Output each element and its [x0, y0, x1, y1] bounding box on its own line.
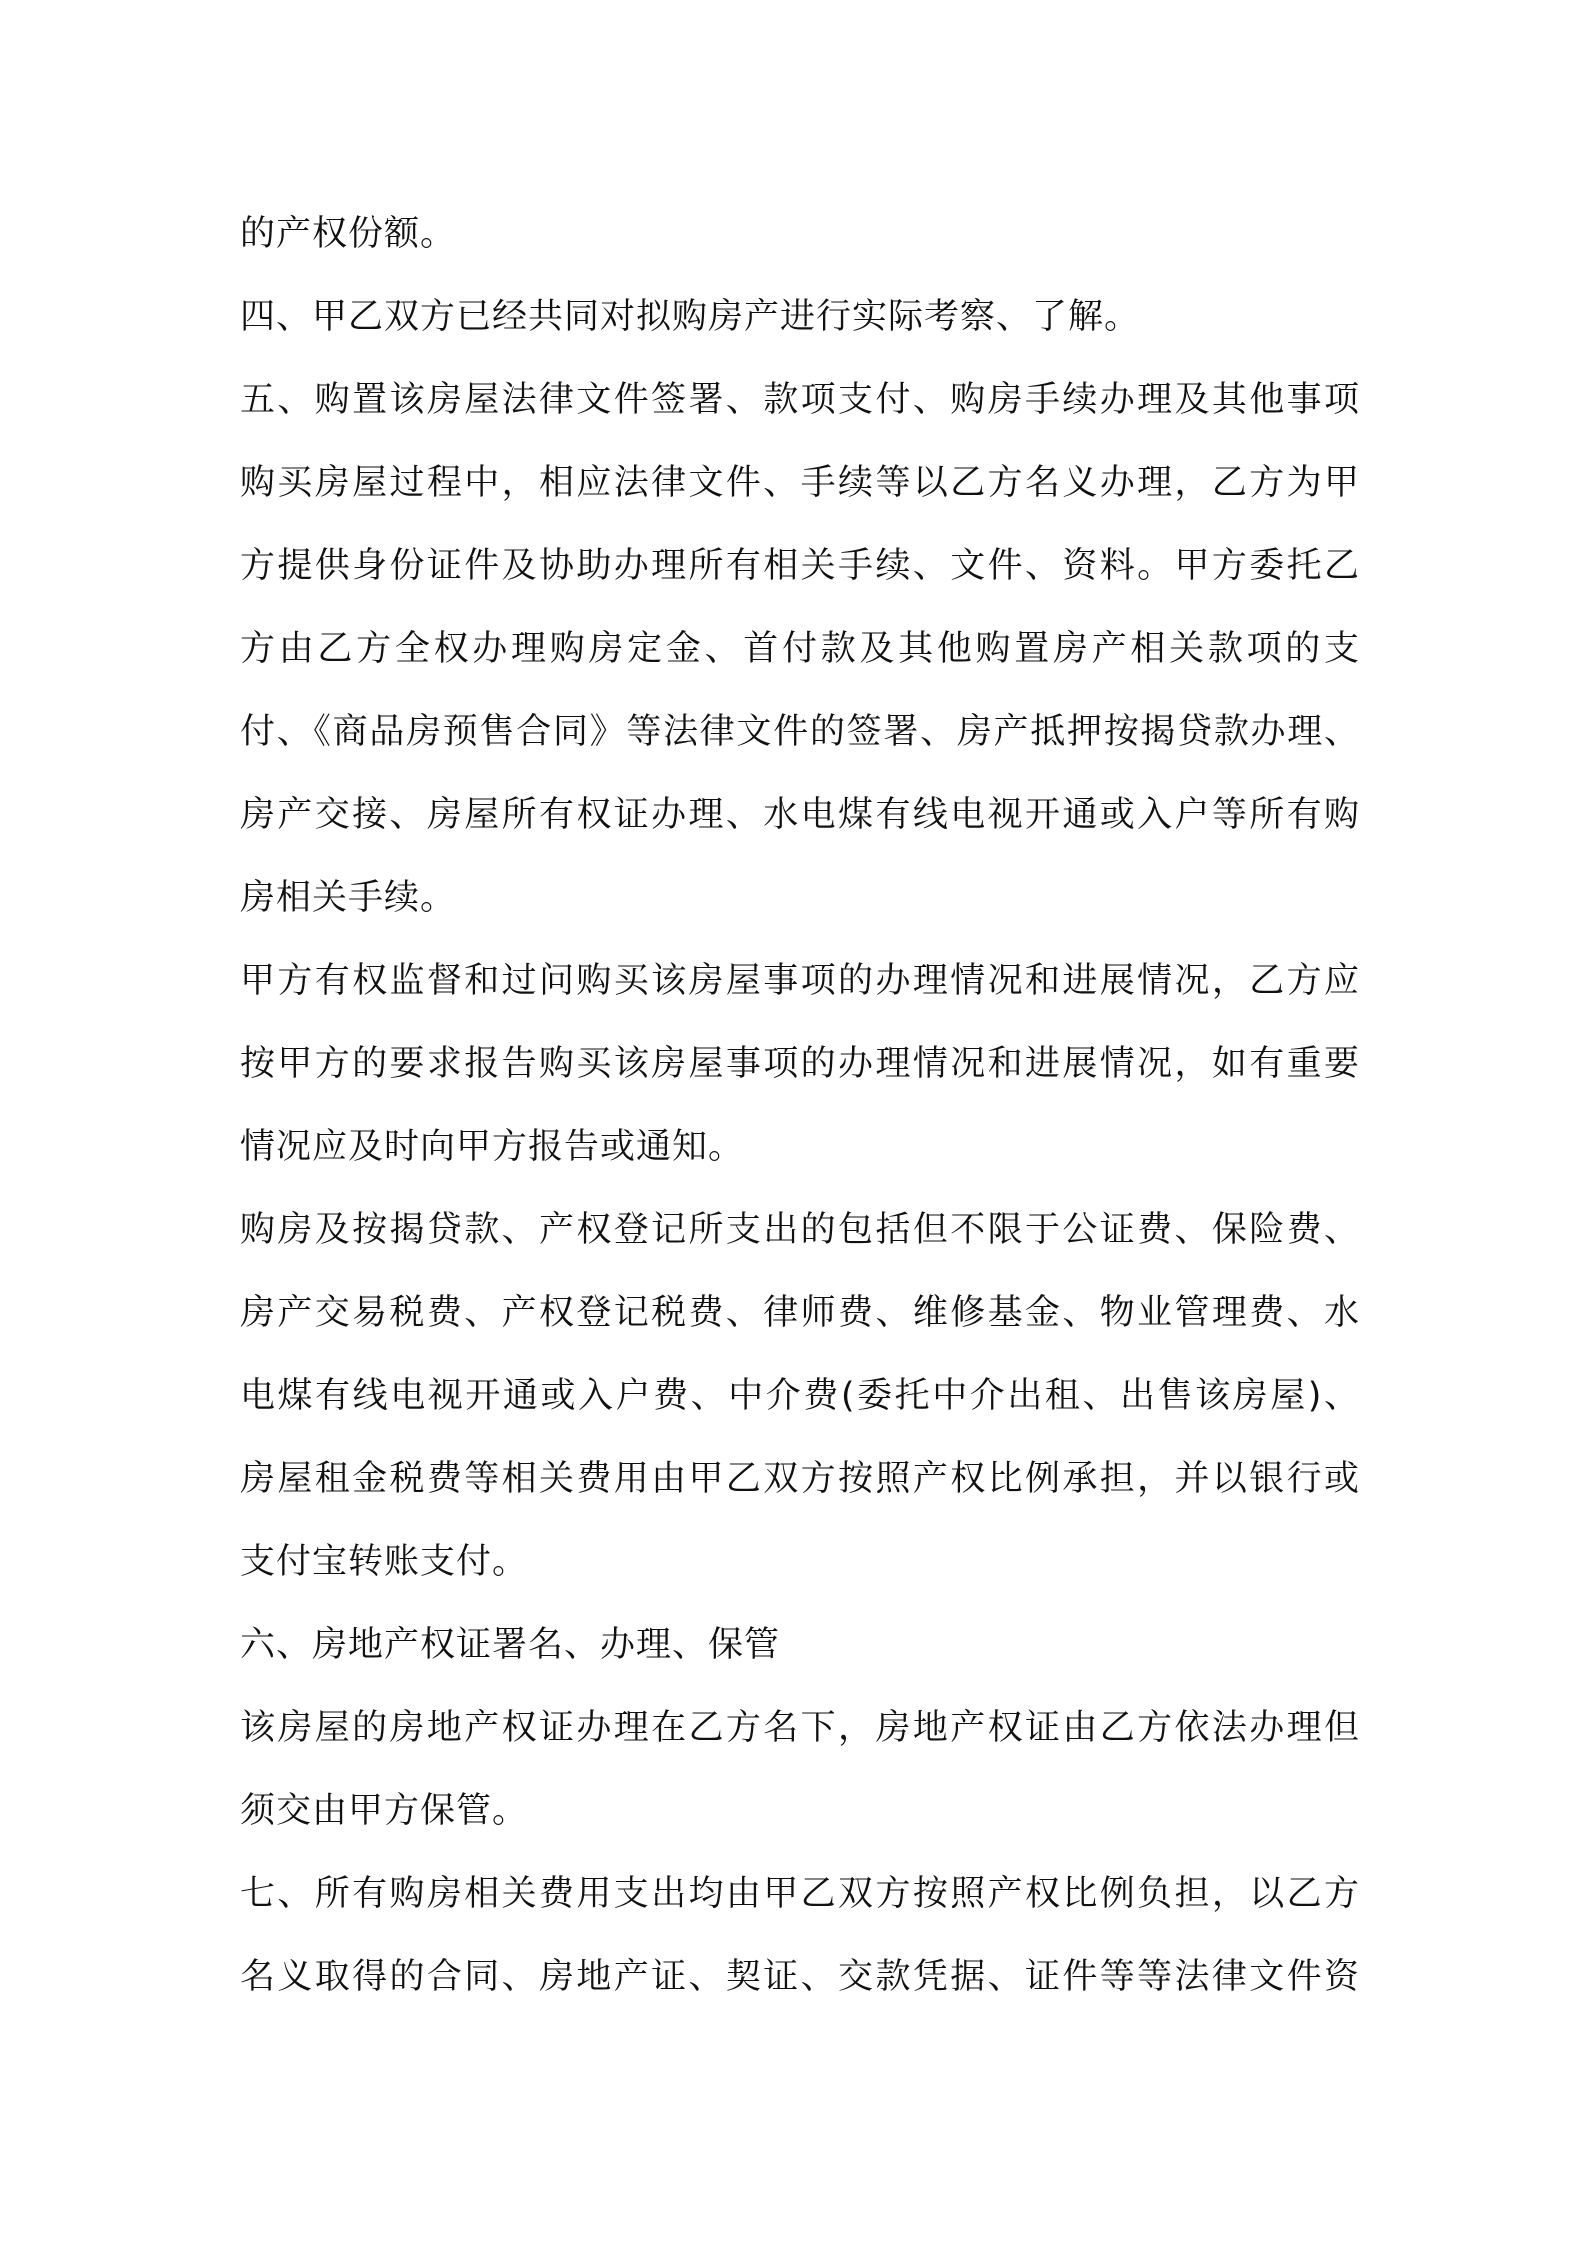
document-line: 方由乙方全权办理购房定金、首付款及其他购置房产相关款项的支 — [240, 629, 1360, 669]
document-line: 七、所有购房相关费用支出均由甲乙双方按照产权比例负担，以乙方 — [240, 1874, 1360, 1914]
document-line: 六、房地产权证署名、办理、保管 — [240, 1625, 781, 1665]
document-line: 该房屋的房地产权证办理在乙方名下，房地产权证由乙方依法办理但 — [240, 1708, 1360, 1748]
document-line: 须交由甲方保管。 — [240, 1791, 529, 1831]
document-line: 房相关手续。 — [240, 878, 457, 918]
document-line: 五、购置该房屋法律文件签署、款项支付、购房手续办理及其他事项 — [240, 380, 1360, 420]
document-line: 甲方有权监督和过问购买该房屋事项的办理情况和进展情况，乙方应 — [240, 961, 1360, 1001]
document-body — [240, 193, 1360, 2019]
document-line: 按甲方的要求报告购买该房屋事项的办理情况和进展情况，如有重要 — [240, 1044, 1360, 1084]
document-line: 购买房屋过程中，相应法律文件、手续等以乙方名义办理，乙方为甲 — [240, 463, 1360, 503]
document-line: 购房及按揭贷款、产权登记所支出的包括但不限于公证费、保险费、 — [240, 1210, 1360, 1250]
document-line: 四、甲乙双方已经共同对拟购房产进行实际考察、了解。 — [240, 297, 1141, 337]
document-line: 情况应及时向甲方报告或通知。 — [240, 1127, 745, 1167]
document-line: 房产交易税费、产权登记税费、律师费、维修基金、物业管理费、水 — [240, 1293, 1360, 1333]
document-line: 房产交接、房屋所有权证办理、水电煤有线电视开通或入户等所有购 — [240, 795, 1360, 835]
document-line: 的产权份额。 — [240, 214, 457, 254]
document-line: 付、《商品房预售合同》等法律文件的签署、房产抵押按揭贷款办理、 — [240, 712, 1360, 752]
document-line: 电煤有线电视开通或入户费、中介费(委托中介出租、出售该房屋)、 — [240, 1376, 1360, 1416]
document-line: 名义取得的合同、房地产证、契证、交款凭据、证件等等法律文件资 — [240, 1957, 1360, 1997]
document-line: 房屋租金税费等相关费用由甲乙双方按照产权比例承担，并以银行或 — [240, 1459, 1360, 1499]
document-line: 支付宝转账支付。 — [240, 1542, 529, 1582]
document-line: 方提供身份证件及协助办理所有相关手续、文件、资料。甲方委托乙 — [240, 546, 1360, 586]
